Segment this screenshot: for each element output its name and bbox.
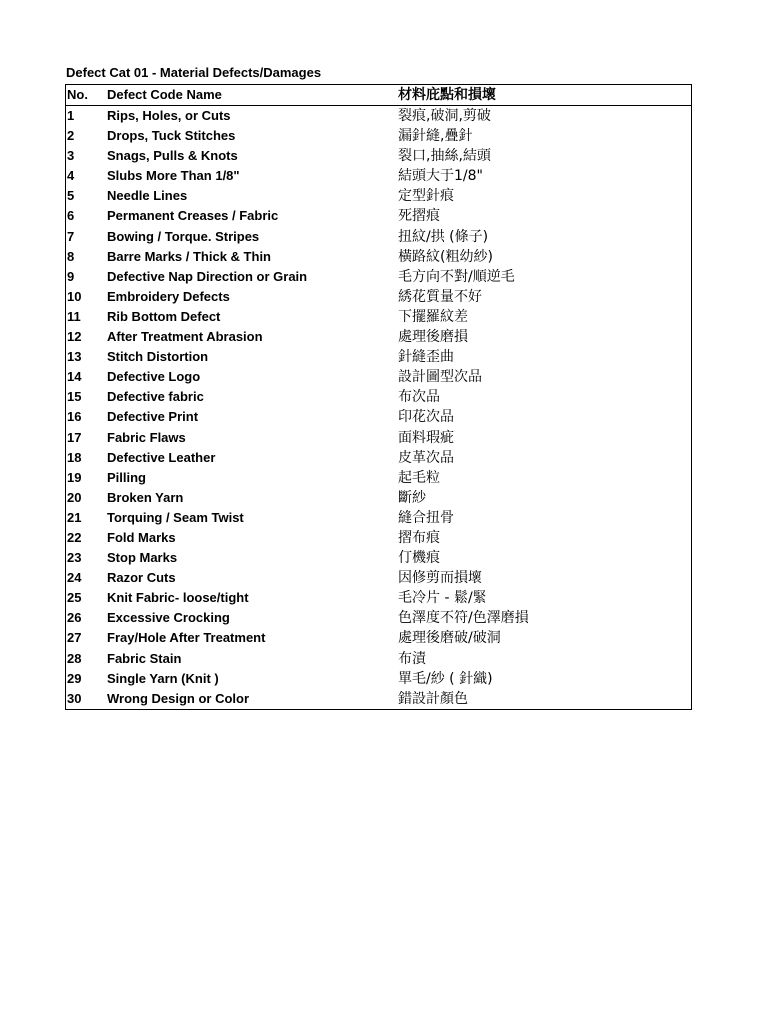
table-row	[66, 287, 691, 307]
row-chinese-name: 斷紗	[398, 489, 426, 506]
row-chinese-name: 仃機痕	[398, 550, 440, 567]
row-defect-name: Slubs More Than 1/8"	[107, 168, 240, 184]
row-number: 29	[67, 670, 82, 686]
row-chinese-name: 起毛粒	[398, 469, 440, 486]
row-defect-name: Fabric Stain	[107, 650, 182, 666]
row-number: 15	[67, 389, 82, 405]
row-defect-name: Razor Cuts	[107, 570, 176, 586]
row-chinese-name: 裂痕,破洞,剪破	[398, 108, 491, 124]
row-defect-name: Defective Leather	[107, 449, 216, 465]
row-defect-name: Permanent Creases / Fabric	[107, 208, 279, 224]
table-row	[66, 347, 691, 367]
row-defect-name: Defective Nap Direction or Grain	[107, 268, 308, 284]
row-chinese-name: 設計圖型次品	[398, 369, 482, 386]
row-chinese-name: 漏針縫,疊針	[398, 128, 473, 145]
document-title: Defect Cat 01 - Material Defects/Damages	[66, 65, 322, 80]
row-number: 25	[67, 590, 82, 606]
row-defect-name: Embroidery Defects	[107, 288, 230, 304]
row-number: 10	[67, 288, 82, 304]
table-row	[66, 106, 691, 126]
row-defect-name: Single Yarn (Knit )	[107, 670, 219, 686]
table-row	[66, 548, 691, 568]
row-defect-name: Needle Lines	[107, 188, 188, 204]
row-number: 3	[67, 148, 75, 164]
row-defect-name: Bowing / Torque. Stripes	[107, 228, 260, 244]
table-row	[66, 126, 691, 146]
row-chinese-name: 色澤度不符/色澤磨損	[398, 610, 529, 627]
row-number: 13	[67, 349, 82, 365]
row-defect-name: Snags, Pulls & Knots	[107, 148, 238, 164]
row-number: 21	[67, 509, 82, 525]
table-body	[66, 106, 691, 709]
table-row	[66, 508, 691, 528]
row-defect-name: Knit Fabric- loose/tight	[107, 590, 249, 606]
row-defect-name: Defective fabric	[107, 389, 204, 405]
row-defect-name: Stop Marks	[107, 550, 178, 566]
table-row	[66, 568, 691, 588]
row-chinese-name: 因修剪而損壞	[398, 570, 482, 587]
row-chinese-name: 扭紋/拱 (條子)	[398, 228, 489, 245]
row-chinese-name: 處理後磨損	[398, 329, 468, 346]
row-chinese-name: 橫路紋(粗幼紗)	[398, 248, 493, 265]
row-chinese-name: 處理後磨破/破洞	[398, 630, 501, 647]
row-chinese-name: 布漬	[398, 650, 426, 667]
table-row	[66, 186, 691, 206]
table-row	[66, 428, 691, 448]
table-row	[66, 689, 691, 709]
row-number: 4	[67, 168, 75, 184]
row-defect-name: Fold Marks	[107, 529, 176, 545]
row-chinese-name: 綉花質量不好	[398, 288, 482, 305]
row-number: 9	[67, 268, 75, 284]
row-chinese-name: 錯設計顏色	[398, 690, 468, 707]
row-number: 5	[67, 188, 75, 204]
table-row	[66, 206, 691, 226]
table-row	[66, 166, 691, 186]
table-row	[66, 407, 691, 427]
table-row	[66, 448, 691, 468]
row-chinese-name: 摺布痕	[398, 529, 440, 546]
row-defect-name: Fray/Hole After Treatment	[107, 630, 266, 646]
row-defect-name: After Treatment Abrasion	[107, 329, 263, 345]
row-chinese-name: 縫合扭骨	[398, 509, 454, 526]
row-number: 2	[67, 128, 75, 144]
row-chinese-name: 印花次品	[398, 409, 454, 426]
table-row	[66, 146, 691, 166]
row-number: 1	[67, 108, 75, 123]
table-row	[66, 387, 691, 407]
table-row	[66, 649, 691, 669]
table-row	[66, 247, 691, 267]
table-row	[66, 608, 691, 628]
row-number: 14	[67, 369, 82, 385]
row-number: 18	[67, 449, 82, 465]
row-defect-name: Pilling	[107, 469, 146, 485]
row-chinese-name: 布次品	[398, 389, 440, 406]
row-defect-name: Drops, Tuck Stitches	[107, 128, 236, 144]
table-row	[66, 267, 691, 287]
header-defect-code-name: Defect Code Name	[107, 87, 222, 102]
row-number: 19	[67, 469, 82, 485]
table-row	[66, 227, 691, 247]
row-chinese-name: 下擺羅紋差	[398, 308, 468, 325]
row-defect-name: Rips, Holes, or Cuts	[107, 108, 231, 123]
row-number: 20	[67, 489, 82, 505]
table-row	[66, 588, 691, 608]
row-chinese-name: 毛方向不對/順逆毛	[398, 268, 515, 285]
table-header-row	[66, 85, 691, 106]
row-number: 8	[67, 248, 75, 264]
row-chinese-name: 死摺痕	[398, 208, 440, 225]
row-number: 7	[67, 228, 75, 244]
defect-table	[65, 84, 692, 710]
row-number: 23	[67, 550, 82, 566]
row-chinese-name: 單毛/紗 ( 針織)	[398, 670, 493, 687]
table-row	[66, 628, 691, 648]
row-number: 28	[67, 650, 82, 666]
row-defect-name: Torquing / Seam Twist	[107, 509, 244, 525]
row-defect-name: Defective Print	[107, 409, 199, 425]
row-number: 24	[67, 570, 82, 586]
row-number: 6	[67, 208, 75, 224]
row-defect-name: Defective Logo	[107, 369, 201, 385]
row-chinese-name: 裂口,抽絲,結頭	[398, 148, 491, 165]
table-row	[66, 669, 691, 689]
table-row	[66, 528, 691, 548]
row-chinese-name: 針縫歪曲	[398, 349, 454, 366]
row-defect-name: Rib Bottom Defect	[107, 308, 221, 324]
row-number: 17	[67, 429, 82, 445]
row-defect-name: Broken Yarn	[107, 489, 184, 505]
row-chinese-name: 面料瑕疵	[398, 429, 454, 446]
row-chinese-name: 皮革次品	[398, 449, 454, 466]
table-row	[66, 307, 691, 327]
table-row	[66, 327, 691, 347]
row-defect-name: Excessive Crocking	[107, 610, 230, 626]
row-number: 22	[67, 529, 82, 545]
row-number: 11	[67, 308, 81, 324]
row-number: 12	[67, 329, 82, 345]
row-number: 16	[67, 409, 82, 425]
row-chinese-name: 結頭大于1/8"	[398, 168, 483, 185]
header-chinese-name: 材料庇點和損壞	[398, 87, 496, 103]
row-number: 30	[67, 690, 82, 706]
header-no: No.	[67, 87, 88, 102]
row-defect-name: Fabric Flaws	[107, 429, 186, 445]
row-number: 27	[67, 630, 82, 646]
row-chinese-name: 定型針痕	[398, 188, 454, 205]
table-row	[66, 488, 691, 508]
table-row	[66, 367, 691, 387]
row-defect-name: Wrong Design or Color	[107, 690, 250, 706]
row-chinese-name: 毛冷片 - 鬆/緊	[398, 590, 487, 607]
table-row	[66, 468, 691, 488]
row-defect-name: Barre Marks / Thick & Thin	[107, 248, 271, 264]
row-number: 26	[67, 610, 82, 626]
row-defect-name: Stitch Distortion	[107, 349, 209, 365]
